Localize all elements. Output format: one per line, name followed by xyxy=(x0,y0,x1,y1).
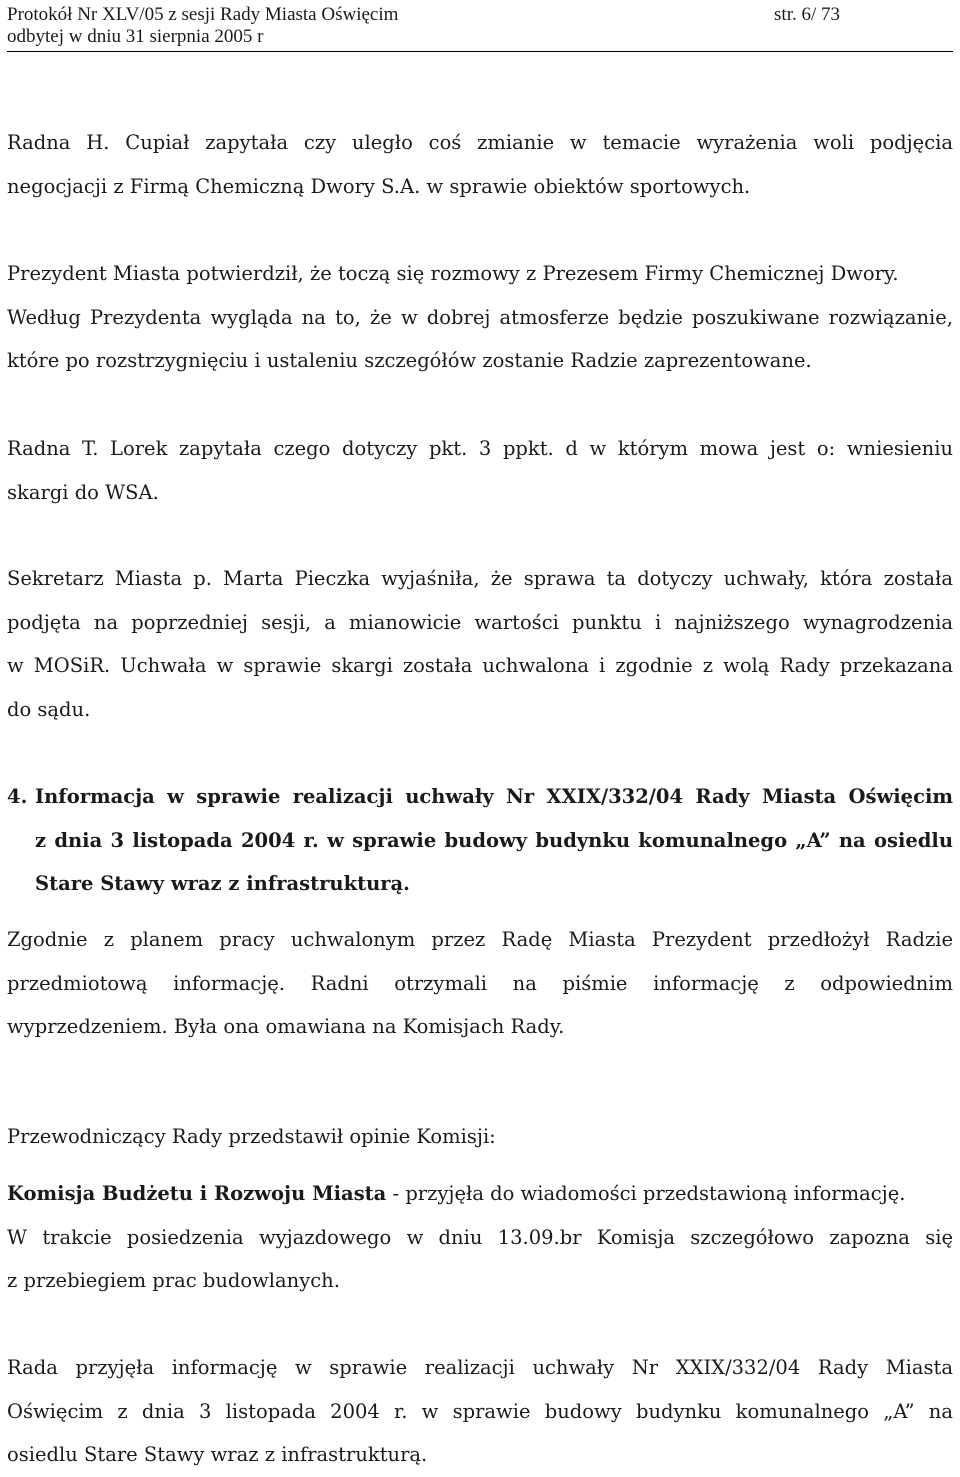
text-line: skargi do WSA. xyxy=(7,480,159,504)
committee-name: Komisja Budżetu i Rozwoju Miasta xyxy=(7,1182,387,1205)
paragraph-chairman-opinions xyxy=(7,1115,953,1159)
text-line: negocjacji z Firmą Chemiczną Dwory S.A. w sprawie obiektów sportowych. xyxy=(7,174,751,198)
paragraph-cupial-question xyxy=(7,121,953,208)
text-line: Radna H. Cupiał zapytała czy uległo coś zmianie w temacie wyrażenia woli podjęcia xyxy=(7,131,953,154)
paragraph-president-answer xyxy=(7,252,953,383)
session-date: odbytej w dniu 31 sierpnia 2005 r xyxy=(7,26,264,47)
paragraph-secretary-answer xyxy=(7,557,953,731)
text-line: Według Prezydenta wygląda na to, że w dobrej atmosferze będzie poszukiwane rozwiązanie, xyxy=(7,305,953,329)
text-line: - przyjęła do wiadomości przedstawioną informację. xyxy=(386,1182,906,1205)
paragraph-lorek-question xyxy=(7,427,953,514)
text-line: z przebiegiem prac budowlanych. xyxy=(7,1269,340,1292)
text-line: które po rozstrzygnięciu i ustaleniu szczegółów zostanie Radzie zaprezentowane. xyxy=(7,349,812,372)
text-line: wyprzedzeniem. Była ona omawiana na Komisjach Rady. xyxy=(7,1015,565,1038)
document-title: Protokół Nr XLV/05 z sesji Rady Miasta Oświęcim xyxy=(7,4,399,25)
heading-line: Informacja w sprawie realizacji uchwały Nr XXIX/332/04 Rady Miasta Oświęcim xyxy=(35,785,953,808)
text-line: Zgodnie z planem pracy uchwalonym przez Radę Miasta Prezydent przedłożył Radzie xyxy=(7,928,953,951)
paragraph-plan-of-work xyxy=(7,918,953,1049)
text-line: Sekretarz Miasta p. Marta Pieczka wyjaśniła, że sprawa ta dotyczy uchwały, która została xyxy=(7,567,953,590)
paragraph-committee-opinion xyxy=(7,1172,953,1303)
text-line: Prezydent Miasta potwierdził, że toczą się rozmowy z Prezesem Firmy Chemicznej Dwory. xyxy=(7,262,899,285)
page-number: str. 6/ 73 xyxy=(774,4,840,25)
text-line: Przewodniczący Rady przedstawił opinie Komisji: xyxy=(7,1125,496,1148)
text-line: przedmiotową informację. Radni otrzymali na piśmie informację z odpowiednim xyxy=(7,971,953,995)
page-header xyxy=(7,4,953,52)
agenda-item-number: 4. xyxy=(7,785,28,808)
agenda-item-4-heading xyxy=(7,775,953,906)
text-line: Rada przyjęła informację w sprawie realizacji uchwały Nr XXIX/332/04 Rady Miasta xyxy=(7,1356,953,1379)
text-line: Radna T. Lorek zapytała czego dotyczy pkt. 3 ppkt. d w którym mowa jest o: wniesieniu xyxy=(7,437,953,460)
text-line: w MOSiR. Uchwała w sprawie skargi została uchwalona i zgodnie z wolą Rady przekazana xyxy=(7,654,953,677)
heading-line: z dnia 3 listopada 2004 r. w sprawie budowy budynku komunalnego „A” na osiedlu xyxy=(35,828,953,852)
heading-line: Stare Stawy wraz z infrastrukturą. xyxy=(35,872,410,895)
text-line: do sądu. xyxy=(7,697,91,721)
text-line: podjęta na poprzedniej sesji, a mianowicie wartości punktu i najniższego wynagrodzenia xyxy=(7,610,953,634)
text-line: Oświęcim z dnia 3 listopada 2004 r. w sprawie budowy budynku komunalnego „A” na xyxy=(7,1399,953,1423)
text-line: osiedlu Stare Stawy wraz z infrastrukturą. xyxy=(7,1443,428,1466)
text-line: W trakcie posiedzenia wyjazdowego w dniu 13.09.br Komisja szczegółowo zapozna się xyxy=(7,1225,953,1249)
paragraph-council-resolution xyxy=(7,1346,953,1477)
